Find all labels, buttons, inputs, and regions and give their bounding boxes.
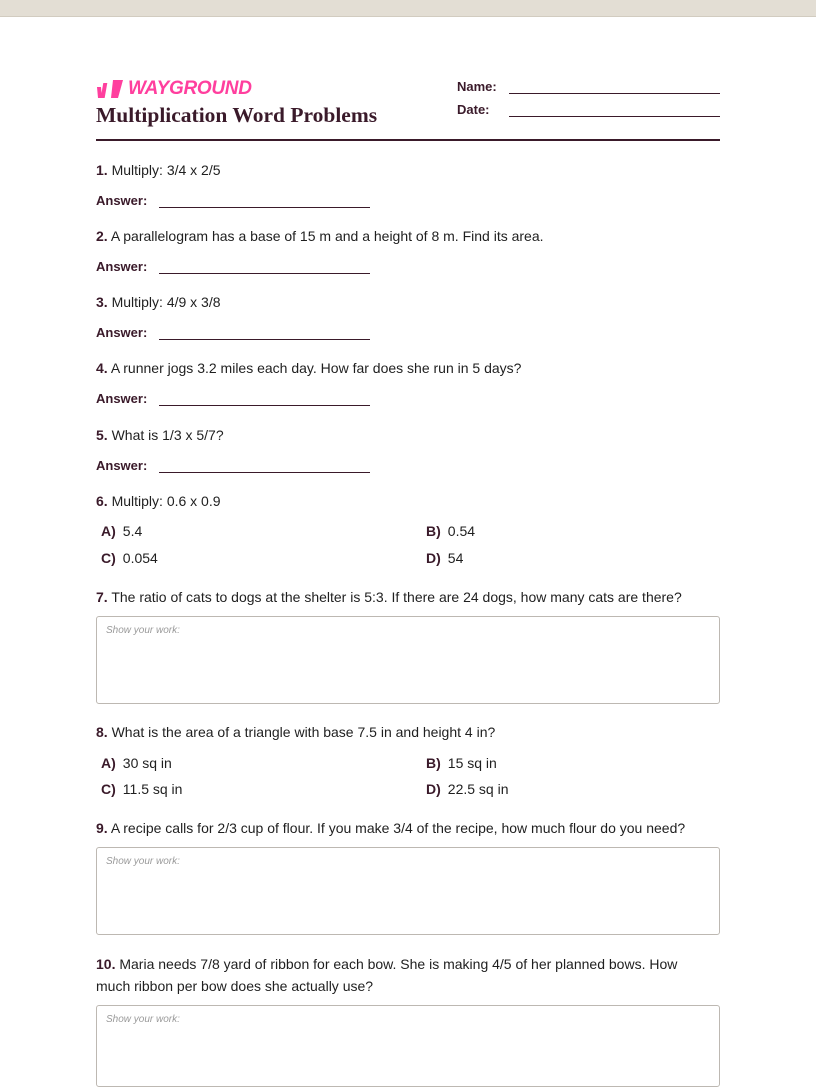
question-number: 2. bbox=[96, 228, 108, 244]
work-box-10[interactable] bbox=[96, 1005, 720, 1087]
answer-line[interactable] bbox=[159, 191, 370, 208]
answer-line[interactable] bbox=[159, 323, 370, 340]
answer-field-3[interactable] bbox=[96, 320, 370, 340]
answer-line[interactable] bbox=[159, 456, 370, 473]
question-3 bbox=[96, 291, 720, 313]
choice-6-a[interactable] bbox=[101, 521, 142, 541]
question-text: Multiply: 0.6 x 0.9 bbox=[111, 493, 221, 509]
choice-text: 0.054 bbox=[122, 550, 158, 566]
choice-6-b[interactable] bbox=[426, 521, 475, 541]
question-text: A recipe calls for 2/3 cup of flour. If you make 3/4 of the recipe, how much flour do you need? bbox=[110, 820, 686, 836]
question-number: 8. bbox=[96, 724, 108, 740]
answer-label: Answer: bbox=[96, 391, 148, 406]
choice-text: 5.4 bbox=[122, 523, 143, 539]
answer-line[interactable] bbox=[159, 257, 370, 274]
choice-letter: C) bbox=[101, 550, 116, 566]
brand-logo bbox=[96, 78, 252, 100]
choice-6-d[interactable] bbox=[426, 548, 463, 568]
work-box-7[interactable] bbox=[96, 616, 720, 704]
question-6 bbox=[96, 490, 720, 512]
date-field[interactable] bbox=[457, 99, 720, 117]
worksheet-header bbox=[96, 76, 720, 141]
question-number: 6. bbox=[96, 493, 108, 509]
choice-8-a[interactable] bbox=[101, 753, 172, 773]
name-field[interactable] bbox=[457, 76, 720, 94]
question-4 bbox=[96, 357, 720, 379]
choice-text: 0.54 bbox=[447, 523, 476, 539]
question-7 bbox=[96, 586, 720, 608]
page-top-bar bbox=[0, 0, 816, 17]
question-1 bbox=[96, 159, 720, 181]
choice-8-c[interactable] bbox=[101, 779, 182, 799]
name-line[interactable] bbox=[509, 79, 720, 94]
work-placeholder: Show your work: bbox=[106, 625, 180, 636]
answer-field-5[interactable] bbox=[96, 453, 370, 473]
answer-label: Answer: bbox=[96, 259, 148, 274]
question-text: What is the area of a triangle with base 7.5 in and height 4 in? bbox=[111, 724, 496, 740]
question-2 bbox=[96, 225, 720, 247]
answer-label: Answer: bbox=[96, 458, 148, 473]
question-number: 9. bbox=[96, 820, 108, 836]
choice-8-d[interactable] bbox=[426, 779, 509, 799]
choice-text: 54 bbox=[447, 550, 464, 566]
choice-6-c[interactable] bbox=[101, 548, 158, 568]
date-label: Date: bbox=[457, 102, 490, 117]
question-text: Maria needs 7/8 yard of ribbon for each bow. She is making 4/5 of her planned bows. How much ribbon per bow does she actually use? bbox=[96, 956, 678, 994]
answer-line[interactable] bbox=[159, 389, 370, 406]
question-text: Multiply: 3/4 x 2/5 bbox=[111, 162, 221, 178]
question-number: 1. bbox=[96, 162, 108, 178]
choice-text: 30 sq in bbox=[122, 755, 172, 771]
question-9 bbox=[96, 817, 720, 839]
question-5 bbox=[96, 424, 720, 446]
question-text: The ratio of cats to dogs at the shelter is 5:3. If there are 24 dogs, how many cats are there? bbox=[111, 589, 682, 605]
work-box-9[interactable] bbox=[96, 847, 720, 935]
choice-letter: B) bbox=[426, 523, 441, 539]
question-text: Multiply: 4/9 x 3/8 bbox=[111, 294, 221, 310]
answer-label: Answer: bbox=[96, 325, 148, 340]
choice-8-b[interactable] bbox=[426, 753, 497, 773]
choice-letter: A) bbox=[101, 755, 116, 771]
question-text: What is 1/3 x 5/7? bbox=[111, 427, 224, 443]
choice-text: 22.5 sq in bbox=[447, 781, 509, 797]
work-placeholder: Show your work: bbox=[106, 1014, 180, 1025]
page-title: Multiplication Word Problems bbox=[96, 103, 378, 127]
question-10 bbox=[96, 953, 706, 997]
choice-letter: D) bbox=[426, 550, 441, 566]
date-line[interactable] bbox=[509, 102, 720, 117]
question-number: 5. bbox=[96, 427, 108, 443]
name-label: Name: bbox=[457, 79, 497, 94]
answer-field-2[interactable] bbox=[96, 254, 370, 274]
answer-field-4[interactable] bbox=[96, 386, 370, 406]
question-number: 7. bbox=[96, 589, 108, 605]
question-text: A parallelogram has a base of 15 m and a height of 8 m. Find its area. bbox=[110, 228, 544, 244]
choice-letter: C) bbox=[101, 781, 116, 797]
question-text: A runner jogs 3.2 miles each day. How far does she run in 5 days? bbox=[110, 360, 522, 376]
choice-text: 11.5 sq in bbox=[122, 781, 183, 797]
wayground-logo-icon bbox=[96, 79, 124, 99]
question-number: 10. bbox=[96, 956, 116, 972]
question-8 bbox=[96, 721, 720, 743]
choice-letter: B) bbox=[426, 755, 441, 771]
question-number: 4. bbox=[96, 360, 108, 376]
choice-text: 15 sq in bbox=[447, 755, 497, 771]
brand-name: WAYGROUND bbox=[128, 78, 252, 99]
question-number: 3. bbox=[96, 294, 108, 310]
choice-letter: A) bbox=[101, 523, 116, 539]
answer-label: Answer: bbox=[96, 193, 148, 208]
choice-letter: D) bbox=[426, 781, 441, 797]
work-placeholder: Show your work: bbox=[106, 856, 180, 867]
answer-field-1[interactable] bbox=[96, 188, 370, 208]
